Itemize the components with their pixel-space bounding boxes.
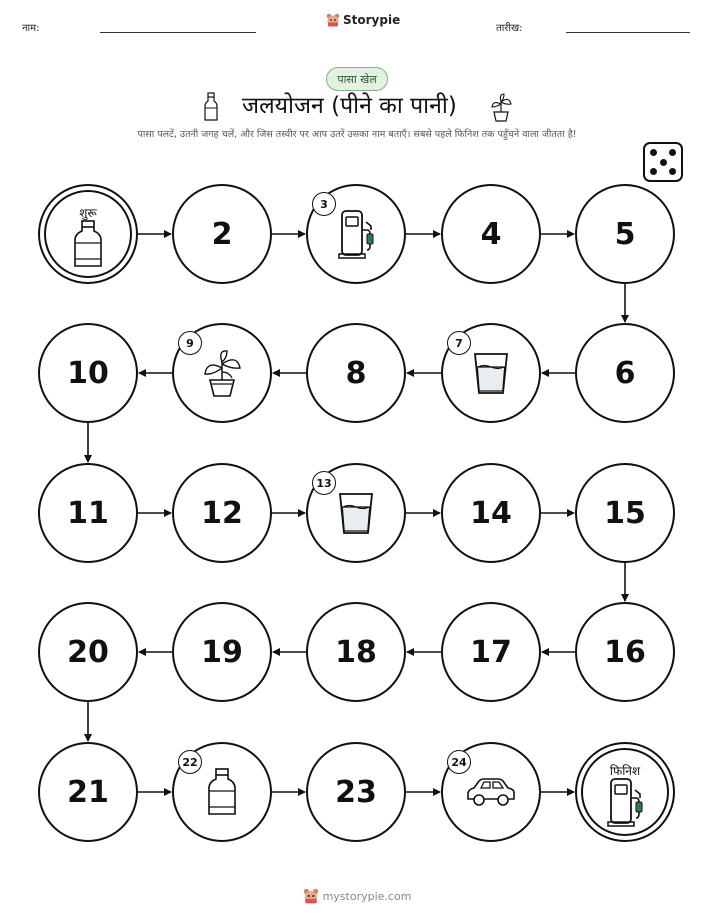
bottle-icon (205, 767, 239, 817)
instructions: पासा पलटें, उतनी जगह चलें, और जिस तस्वीर पर आप उतरें उसका नाम बताएँ। सबसे पहले फिनिश तक पहुँचने वाला जीतता है! (137, 129, 577, 140)
game-type-badge: पासा खेल (326, 67, 388, 91)
space-number: 4 (480, 216, 502, 252)
space-number: 12 (201, 495, 243, 531)
space-number: 15 (604, 495, 646, 531)
name-label: नाम: (22, 23, 40, 34)
space-number: 8 (345, 355, 367, 391)
space-number: 10 (67, 355, 109, 391)
board-space-21 (38, 742, 138, 842)
start-label: शुरू (79, 206, 97, 220)
board-space-19 (172, 602, 272, 702)
board-space-11 (38, 463, 138, 563)
finish-space (575, 742, 675, 842)
board-space-9 (172, 323, 272, 423)
page-title: जलयोजन (पीने का पानी) (242, 93, 457, 119)
fuel-pump-icon (605, 776, 645, 828)
space-number: 6 (614, 355, 636, 391)
start-space (38, 184, 138, 284)
board-space-24 (441, 742, 541, 842)
board-space-14 (441, 463, 541, 563)
footer-url[interactable]: mystorypie.com (322, 889, 412, 903)
board-space-23 (306, 742, 406, 842)
board-space-15 (575, 463, 675, 563)
space-number: 11 (67, 495, 109, 531)
board-space-7 (441, 323, 541, 423)
date-label: तारीख: (496, 23, 523, 34)
space-number-badge: 13 (312, 471, 336, 495)
space-number-badge: 22 (178, 750, 202, 774)
space-number: 20 (67, 634, 109, 670)
space-number-badge: 24 (447, 750, 471, 774)
space-number: 18 (335, 634, 377, 670)
bottle-icon (71, 219, 105, 269)
car-icon (464, 775, 518, 809)
space-number: 23 (335, 774, 377, 810)
wilted-plant-icon (199, 348, 245, 398)
glass-icon (336, 490, 376, 536)
board-space-22 (172, 742, 272, 842)
space-number: 19 (201, 634, 243, 670)
board-space-10 (38, 323, 138, 423)
space-number-badge: 3 (312, 192, 336, 216)
space-number: 17 (470, 634, 512, 670)
board-space-18 (306, 602, 406, 702)
space-number-badge: 9 (178, 331, 202, 355)
space-number: 21 (67, 774, 109, 810)
space-number: 14 (470, 495, 512, 531)
board-space-16 (575, 602, 675, 702)
board-space-4 (441, 184, 541, 284)
board-space-13 (306, 463, 406, 563)
board-space-6 (575, 323, 675, 423)
brand-name: Storypie (343, 13, 401, 27)
board-space-8 (306, 323, 406, 423)
board-space-17 (441, 602, 541, 702)
finish-label: फिनिश (609, 764, 641, 778)
fuel-pump-icon (336, 208, 376, 260)
board-space-20 (38, 602, 138, 702)
space-number-badge: 7 (447, 331, 471, 355)
space-number: 2 (211, 216, 233, 252)
glass-icon (471, 350, 511, 396)
board-space-2 (172, 184, 272, 284)
space-number: 16 (604, 634, 646, 670)
space-number: 5 (614, 216, 636, 252)
board-space-5 (575, 184, 675, 284)
bear-logo-icon (303, 888, 319, 904)
board-space-12 (172, 463, 272, 563)
board-space-3 (306, 184, 406, 284)
footer (0, 888, 714, 904)
